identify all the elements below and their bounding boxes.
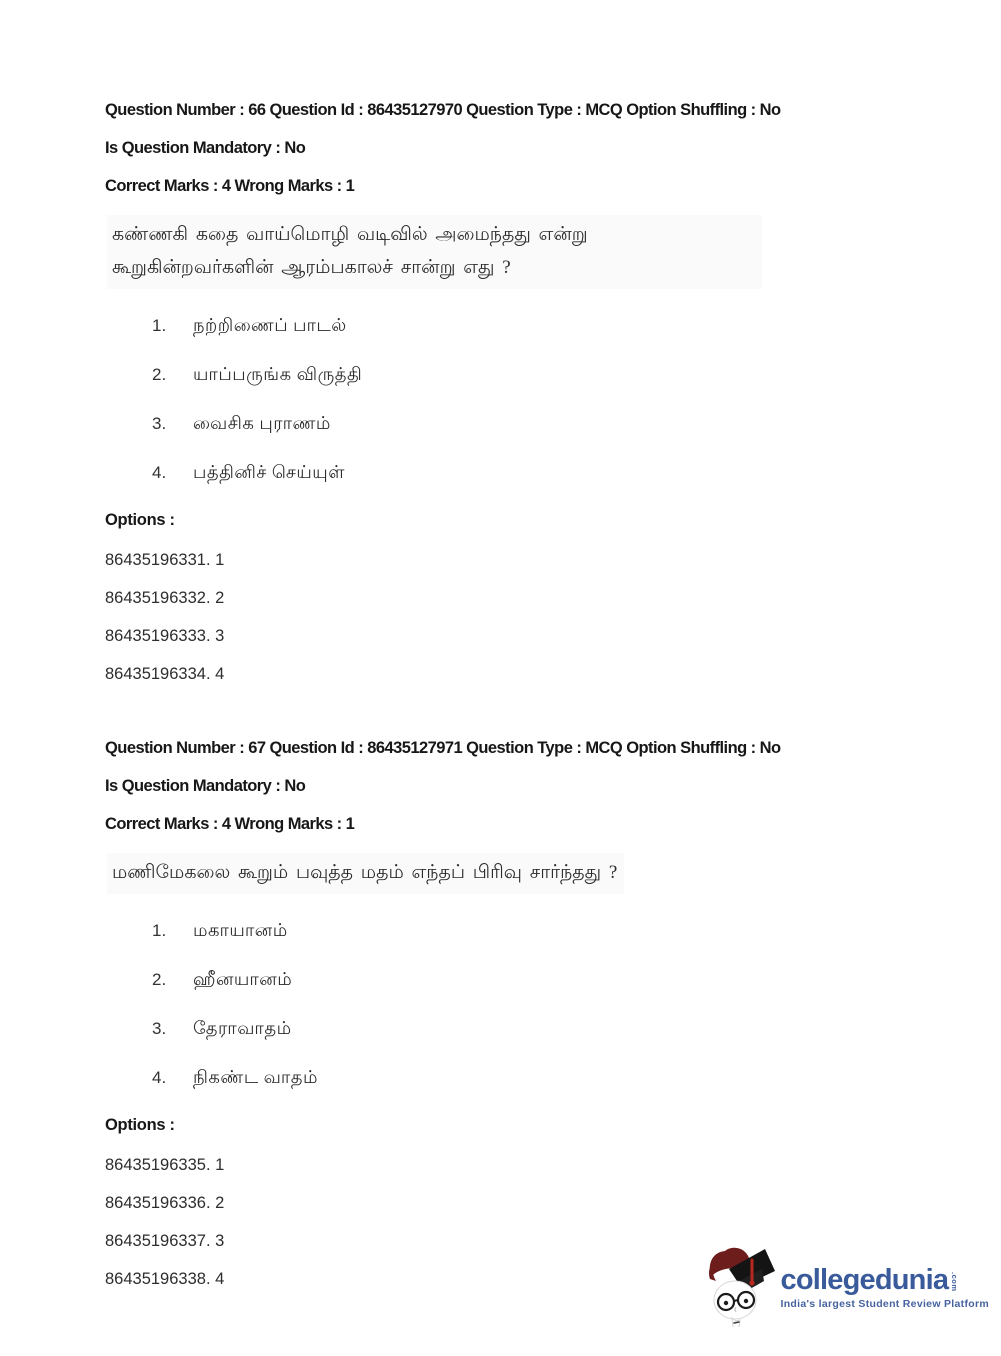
option-id: 86435196337. 3 [105,1232,225,1250]
choice-number: 1. [152,316,167,335]
question-text: மணிமேகலை கூறும் பவுத்த மதம் எந்தப் பிரிவு சார்ந்தது ? [107,853,624,894]
choice-text: வைசிக புராணம் [193,413,331,433]
option-id: 86435196331. 1 [105,551,225,569]
question-block-66 [105,100,935,684]
choice-number: 4. [152,1068,167,1087]
collegedunia-mascot-icon [705,1243,775,1332]
choice-number: 2. [152,970,167,989]
choice-item [152,920,935,943]
choice-item [152,315,935,338]
question-mandatory-line: Is Question Mandatory : No [105,139,306,157]
logo-text-block [781,1265,990,1310]
logo-brand-row [781,1265,990,1295]
question-block-67 [105,738,935,1289]
question-id-line: Question Number : 67 Question Id : 86435127971 Question Type : MCQ Option Shuffling : No [105,739,781,757]
choice-text: பத்தினிச் செய்யுள் [193,462,345,482]
choice-text: தேராவாதம் [193,1018,292,1038]
choice-text: ஹீனயானம் [193,969,293,989]
choice-list [152,920,935,1090]
choice-text: நற்றிணைப் பாடல் [193,315,347,335]
options-label: Options : [105,1116,175,1134]
choice-number: 2. [152,365,167,384]
choice-item [152,1018,935,1041]
choice-number: 3. [152,1019,167,1038]
choice-number: 3. [152,414,167,433]
choice-number: 4. [152,463,167,482]
choice-text: நிகண்ட வாதம் [193,1067,318,1087]
choice-number: 1. [152,921,167,940]
logo-brand-text: collegedunia [780,1264,949,1296]
choice-item [152,1067,935,1090]
collegedunia-logo [705,1243,990,1332]
choice-text: யாப்பருங்க விருத்தி [193,364,363,384]
question-mandatory-line: Is Question Mandatory : No [105,777,306,795]
option-id: 86435196332. 2 [105,589,225,607]
question-marks-line: Correct Marks : 4 Wrong Marks : 1 [105,177,355,195]
question-marks-line: Correct Marks : 4 Wrong Marks : 1 [105,815,355,833]
question-text: கண்ணகி கதை வாய்மொழி வடிவில் அமைந்தது என்று கூறுகின்றவர்களின் ஆரம்பகாலச் சான்று எது ? [107,215,762,289]
choice-item [152,969,935,992]
choice-list [152,315,935,485]
logo-tld-text: .com [950,1272,960,1292]
choice-text: மகாயானம் [193,920,288,940]
option-id: 86435196333. 3 [105,627,225,645]
option-id: 86435196338. 4 [105,1270,225,1288]
question-id-line: Question Number : 66 Question Id : 86435127970 Question Type : MCQ Option Shuffling : No [105,101,781,119]
choice-item [152,413,935,436]
option-id: 86435196335. 1 [105,1156,225,1174]
option-id: 86435196336. 2 [105,1194,225,1212]
choice-item [152,364,935,387]
document-content [105,100,935,1307]
option-id: 86435196334. 4 [105,665,225,683]
choice-item [152,462,935,485]
logo-tagline: India's largest Student Review Platform [780,1298,989,1310]
options-label: Options : [105,511,175,529]
